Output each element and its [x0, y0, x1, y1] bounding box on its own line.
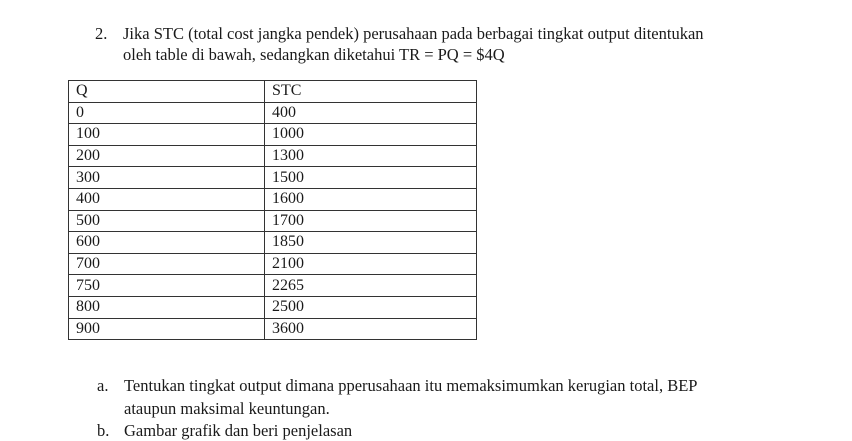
subquestion-a-line-2: ataupun maksimal keuntungan.	[124, 399, 330, 418]
cell-stc: 1000	[265, 124, 477, 146]
subquestion-a-letter: a.	[97, 376, 109, 395]
subquestion-a-line-1: Tentukan tingkat output dimana pperusahaan itu memaksimumkan kerugian total, BEP	[124, 376, 698, 395]
stc-table	[68, 80, 477, 340]
table-row	[69, 102, 477, 124]
table-row	[69, 145, 477, 167]
table-row	[69, 188, 477, 210]
table-row	[69, 275, 477, 297]
cell-q: 900	[69, 318, 265, 340]
cell-q: 100	[69, 124, 265, 146]
header-stc: STC	[265, 81, 477, 103]
cell-q: 600	[69, 232, 265, 254]
cell-stc: 1500	[265, 167, 477, 189]
table-row	[69, 296, 477, 318]
cell-stc: 3600	[265, 318, 477, 340]
cell-q: 800	[69, 296, 265, 318]
table-row	[69, 318, 477, 340]
question-text-line-2: oleh table di bawah, sedangkan diketahui TR = PQ = $4Q	[123, 45, 505, 64]
table-header-row	[69, 81, 477, 103]
subquestion-b-line-1: Gambar grafik dan beri penjelasan	[124, 421, 353, 440]
cell-q: 200	[69, 145, 265, 167]
table-row	[69, 253, 477, 275]
cell-q: 750	[69, 275, 265, 297]
cell-stc: 1300	[265, 145, 477, 167]
question-text-line-1: Jika STC (total cost jangka pendek) perusahaan pada berbagai tingkat output ditentukan	[123, 24, 704, 43]
cell-stc: 2500	[265, 296, 477, 318]
question-number: 2.	[95, 24, 108, 43]
cell-stc: 2100	[265, 253, 477, 275]
header-q: Q	[69, 81, 265, 103]
cell-stc: 1700	[265, 210, 477, 232]
subquestion-b-letter: b.	[97, 421, 110, 440]
table-row	[69, 124, 477, 146]
cell-q: 300	[69, 167, 265, 189]
cell-stc: 1850	[265, 232, 477, 254]
cell-stc: 2265	[265, 275, 477, 297]
cell-q: 400	[69, 188, 265, 210]
cell-stc: 400	[265, 102, 477, 124]
cell-q: 0	[69, 102, 265, 124]
cell-stc: 1600	[265, 188, 477, 210]
table-row	[69, 167, 477, 189]
cell-q: 500	[69, 210, 265, 232]
table-row	[69, 232, 477, 254]
cell-q: 700	[69, 253, 265, 275]
table-row	[69, 210, 477, 232]
